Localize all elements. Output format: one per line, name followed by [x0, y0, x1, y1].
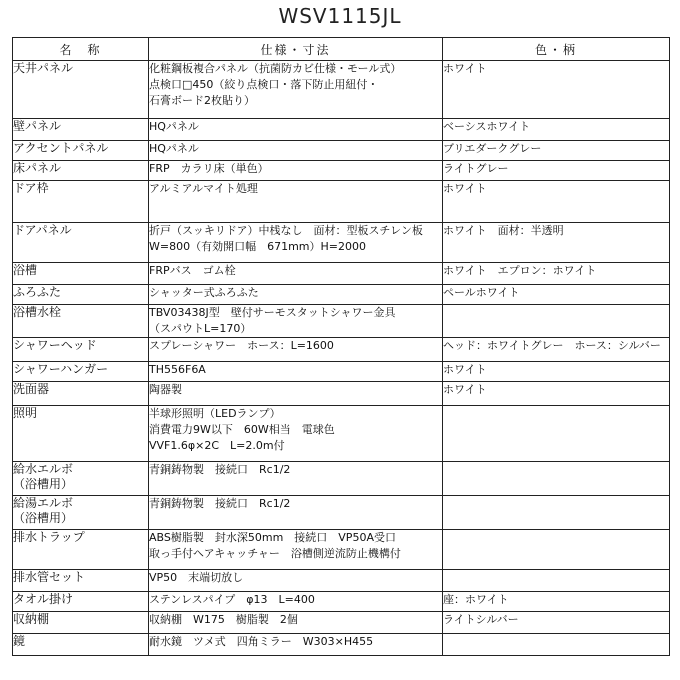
name-text-line: 給水エルボ	[13, 462, 74, 476]
item-spec-cell	[149, 141, 443, 161]
table-header-row	[13, 38, 670, 61]
name-text-line: 給湯エルボ	[13, 496, 74, 510]
header-name: 名 称	[13, 38, 149, 61]
table-row	[13, 305, 670, 338]
table-row	[13, 570, 670, 592]
name-text-line: 浴槽水栓	[13, 305, 62, 319]
spec-text-line: FRPバス ゴム栓	[149, 264, 236, 277]
table-row	[13, 462, 670, 496]
table-row	[13, 338, 670, 362]
name-text-line: タオル掛け	[13, 592, 74, 606]
item-color-cell	[443, 406, 670, 462]
spec-text-line: TBV03438J型 壁付サーモスタットシャワー金具	[149, 306, 396, 319]
item-spec-cell	[149, 223, 443, 263]
item-color-cell	[443, 592, 670, 612]
item-spec-cell	[149, 382, 443, 406]
item-spec-cell	[149, 570, 443, 592]
spec-table-body	[13, 61, 670, 656]
item-spec-cell	[149, 362, 443, 382]
spec-text-line: ステンレスパイプ φ13 L=400	[149, 593, 315, 606]
spec-text-line: VVF1.6φ×2C L=2.0m付	[149, 439, 285, 452]
spec-text-line: 青銅鋳物製 接続口 Rc1/2	[149, 463, 291, 476]
item-name-cell	[13, 462, 149, 496]
name-text-line: アクセントパネル	[13, 141, 109, 155]
item-name-cell	[13, 223, 149, 263]
item-color-cell	[443, 141, 670, 161]
color-text-line: ホワイト	[443, 383, 487, 396]
item-name-cell	[13, 141, 149, 161]
color-text-line: ライトシルバー	[443, 613, 519, 626]
item-name-cell	[13, 382, 149, 406]
item-color-cell	[443, 181, 670, 223]
item-color-cell	[443, 634, 670, 656]
name-text-line: 排水トラップ	[13, 530, 85, 544]
item-spec-cell	[149, 462, 443, 496]
item-name-cell	[13, 570, 149, 592]
spec-text-line: 折戸（スッキリドア）中桟なし 面材：型板スチレン板	[149, 224, 423, 237]
spec-text-line: HQパネル	[149, 142, 199, 155]
item-name-cell	[13, 61, 149, 119]
header-color: 色・柄	[443, 38, 670, 61]
spec-text-line: FRP カラリ床（単色）	[149, 162, 269, 175]
table-row	[13, 406, 670, 462]
spec-text-line: ABS樹脂製 封水深50mm 接続口 VP50A受口	[149, 531, 396, 544]
name-text-line: ドアパネル	[13, 223, 72, 237]
color-text-line: ライトグレー	[443, 162, 509, 175]
table-row	[13, 263, 670, 285]
item-color-cell	[443, 119, 670, 141]
item-name-cell	[13, 263, 149, 285]
header-spec: 仕様・寸法	[149, 38, 443, 61]
spec-text-line: 青銅鋳物製 接続口 Rc1/2	[149, 497, 291, 510]
name-text-line: ドア枠	[13, 181, 49, 195]
color-text-line: ヘッド：ホワイトグレー ホース：シルバー	[443, 339, 661, 352]
spec-text-line: 陶器製	[149, 383, 182, 396]
color-text-line: 座：ホワイト	[443, 593, 509, 606]
table-row	[13, 223, 670, 263]
table-row	[13, 161, 670, 181]
item-name-cell	[13, 181, 149, 223]
item-color-cell	[443, 362, 670, 382]
spec-text-line: スプレーシャワー ホース：L=1600	[149, 339, 334, 352]
item-color-cell	[443, 612, 670, 634]
color-text-line: ブリエダークグレー	[443, 142, 542, 155]
item-name-cell	[13, 305, 149, 338]
name-text-line: シャワーハンガー	[13, 362, 109, 376]
name-text-line: ふろふた	[13, 285, 62, 299]
name-text-line: 浴槽	[13, 263, 38, 277]
spec-text-line: HQパネル	[149, 120, 199, 133]
color-text-line: ホワイト	[443, 363, 487, 376]
name-text-line: （浴槽用）	[13, 477, 74, 491]
item-color-cell	[443, 570, 670, 592]
item-spec-cell	[149, 305, 443, 338]
item-color-cell	[443, 338, 670, 362]
table-row	[13, 530, 670, 570]
color-text-line: ホワイト 面材：半透明	[443, 224, 564, 237]
spec-text-line: VP50 末端切放し	[149, 571, 244, 584]
spec-text-line: 点検口□450（絞り点検口・落下防止用紐付・	[149, 78, 379, 91]
item-color-cell	[443, 530, 670, 570]
table-row	[13, 382, 670, 406]
item-spec-cell	[149, 61, 443, 119]
spec-text-line: 耐水鏡 ツメ式 四角ミラー W303×H455	[149, 635, 374, 648]
spec-text-line: 石膏ボード2枚貼り）	[149, 94, 255, 107]
table-row	[13, 61, 670, 119]
item-color-cell	[443, 285, 670, 305]
color-text-line: ホワイト エプロン：ホワイト	[443, 264, 597, 277]
item-name-cell	[13, 119, 149, 141]
table-row	[13, 634, 670, 656]
table-row	[13, 496, 670, 530]
spec-text-line: アルミアルマイト処理	[149, 182, 258, 195]
name-text-line: 床パネル	[13, 161, 62, 175]
table-row	[13, 181, 670, 223]
item-spec-cell	[149, 263, 443, 285]
item-spec-cell	[149, 285, 443, 305]
name-text-line: 洗面器	[13, 382, 50, 396]
document-title: WSV1115JL	[278, 4, 402, 28]
table-row	[13, 285, 670, 305]
item-spec-cell	[149, 181, 443, 223]
item-color-cell	[443, 496, 670, 530]
item-spec-cell	[149, 496, 443, 530]
item-name-cell	[13, 496, 149, 530]
spec-text-line: 消費電力9W以下 60W相当 電球色	[149, 423, 335, 436]
item-color-cell	[443, 305, 670, 338]
item-name-cell	[13, 161, 149, 181]
spec-text-line: TH556F6A	[149, 363, 206, 376]
color-text-line: ペールホワイト	[443, 286, 520, 299]
item-spec-cell	[149, 338, 443, 362]
name-text-line: 収納棚	[13, 612, 50, 626]
name-text-line: 壁パネル	[13, 119, 62, 133]
name-text-line: 天井パネル	[13, 61, 74, 75]
item-spec-cell	[149, 119, 443, 141]
item-spec-cell	[149, 634, 443, 656]
table-row	[13, 119, 670, 141]
item-name-cell	[13, 634, 149, 656]
item-color-cell	[443, 263, 670, 285]
spec-text-line: W=800（有効開口幅 671mm）H=2000	[149, 240, 366, 253]
item-name-cell	[13, 530, 149, 570]
item-name-cell	[13, 362, 149, 382]
spec-text-line: 化粧鋼板複合パネル（抗菌防カビ仕様・モール式）	[149, 62, 402, 75]
item-color-cell	[443, 462, 670, 496]
item-name-cell	[13, 612, 149, 634]
spec-text-line: 収納棚 W175 樹脂製 2個	[149, 613, 298, 626]
spec-table	[12, 37, 670, 656]
item-spec-cell	[149, 161, 443, 181]
item-spec-cell	[149, 406, 443, 462]
item-spec-cell	[149, 592, 443, 612]
name-text-line: （浴槽用）	[13, 511, 74, 525]
table-row	[13, 592, 670, 612]
item-name-cell	[13, 406, 149, 462]
name-text-line: シャワーヘッド	[13, 338, 97, 352]
item-name-cell	[13, 338, 149, 362]
table-row	[13, 362, 670, 382]
spec-text-line: 取っ手付ヘアキャッチャー 浴槽側逆流防止機構付	[149, 547, 401, 560]
item-color-cell	[443, 382, 670, 406]
item-color-cell	[443, 61, 670, 119]
color-text-line: ベーシスホワイト	[443, 120, 531, 133]
item-spec-cell	[149, 530, 443, 570]
spec-text-line: （スパウトL=170）	[149, 322, 252, 335]
color-text-line: ホワイト	[443, 182, 487, 195]
spec-text-line: 半球形照明（LEDランプ）	[149, 407, 281, 420]
item-spec-cell	[149, 612, 443, 634]
name-text-line: 鏡	[13, 634, 26, 648]
color-text-line: ホワイト	[443, 62, 487, 75]
item-name-cell	[13, 592, 149, 612]
item-color-cell	[443, 223, 670, 263]
table-row	[13, 141, 670, 161]
name-text-line: 照明	[13, 406, 38, 420]
table-row	[13, 612, 670, 634]
spec-text-line: シャッター式ふろふた	[149, 286, 259, 299]
item-color-cell	[443, 161, 670, 181]
name-text-line: 排水管セット	[13, 570, 86, 584]
item-name-cell	[13, 285, 149, 305]
